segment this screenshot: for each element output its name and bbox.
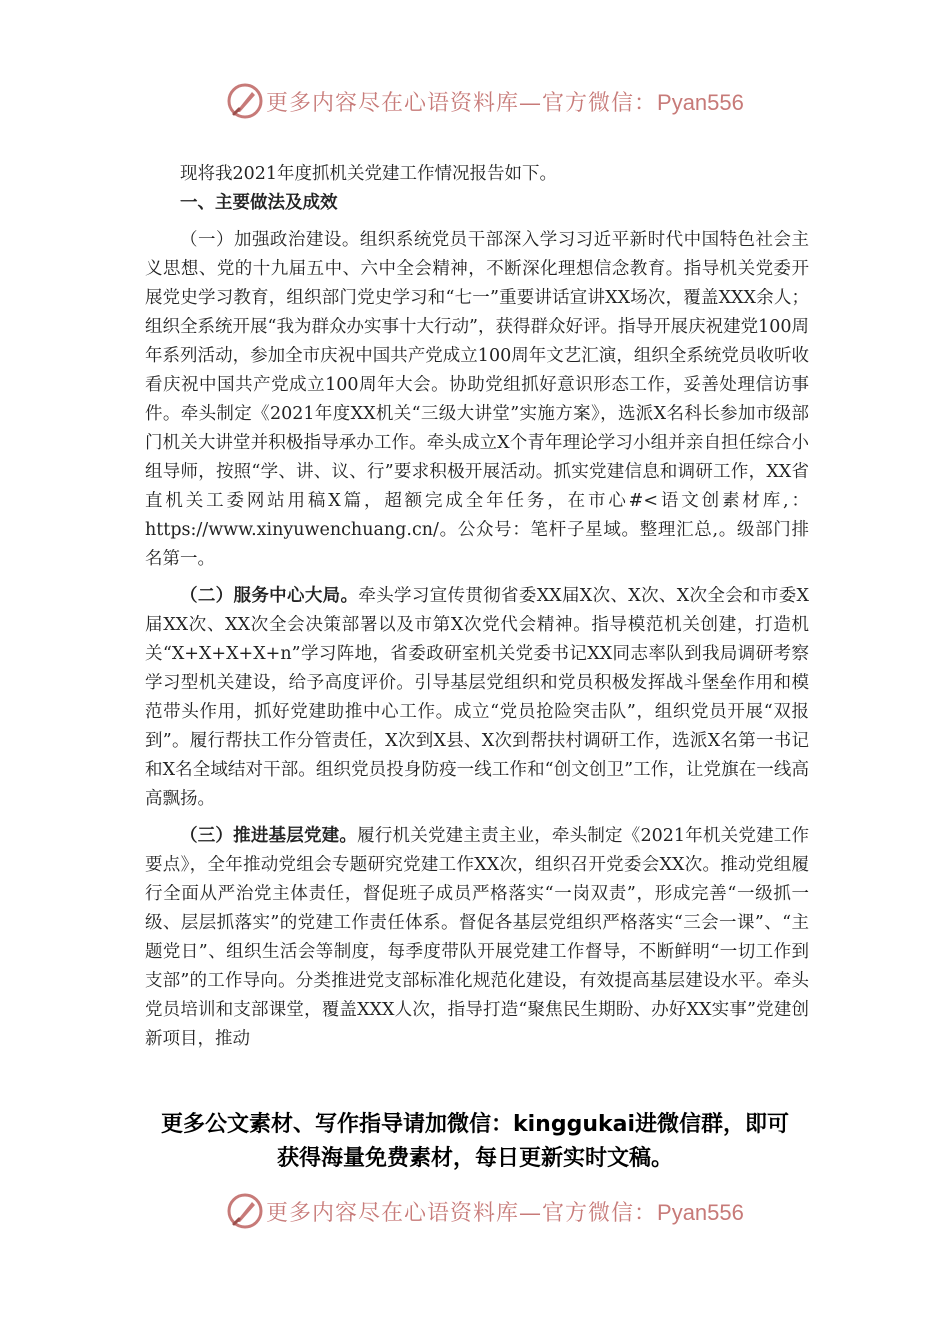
- banner-wechat-id: Pyan556: [657, 1200, 744, 1225]
- banner-label: 更多内容尽在心语资料库—官方微信：: [266, 91, 658, 116]
- promo-line-1: 更多公文素材、写作指导请加微信：kinggukai进微信群，即可: [160, 1112, 789, 1137]
- paragraph-political: [145, 226, 809, 574]
- paragraph-body: 牵头学习宣传贯彻省委XX届X次、X次、X次全会和市委X届XX次、XX次全会决策部署以及市第X次党代会精神。指导模范机关创建，打造机关“X+X+X+X+n”学习阵地，省委政研室机关党委书记XX同志率队到我局调研考察学习型机关建设，给予高度评价。引导基层党组织和党员积极发挥战斗堡垒作用和模范带头作用，抓好党建助推中心工作。成立“党员抢险突击队”，组织党员开展“双报到”。履行帮扶工作分管责任，X次到X县、X次到帮扶村调研工作，选派X名第一书记和X名全域结对干部。组织党员投身防疫一线工作和“创文创卫”工作，让党旗在一线高高飘扬。: [145, 586, 810, 809]
- intro-paragraph: 现将我2021年度抓机关党建工作情况报告如下。: [180, 164, 558, 184]
- paragraph-service: [145, 582, 809, 814]
- quill-logo-icon: [226, 1192, 264, 1230]
- paragraph-body: 组织系统党员干部深入学习习近平新时代中国特色社会主义思想、党的十九届五中、六中全会精神，不断深化理想信念教育。指导机关党委开展党史学习教育，组织部门党史学习和“七一”重要讲话宣讲XX场次，覆盖XXX余人；组织全系统开展“我为群众办实事十大行动”，获得群众好评。指导开展庆祝建党100周年系列活动，参加全市庆祝中国共产党成立100周年文艺汇演，组织全系统党员收听收看庆祝中国共产党成立100周年大会。协助党组抓好意识形态工作，妥善处理信访事件。牵头制定《2021年度XX机关“三级大讲堂”实施方案》，选派X名科长参加市级部门机关大讲堂并积极指导承办工作。牵头成立X个青年理论学习小组并亲自担任综合小组导师，按照“学、讲、议、行”要求积极开展活动。抓实党建信息和调研工作，XX省直机关工委网站用稿X篇，超额完成全年任务，在市心#<语文创素材库,：https://www.xinyuwenchuang.cn/。公众号：笔杆子星域。整理汇总,。级部门排名第一。: [145, 230, 810, 569]
- banner-text: [266, 86, 744, 117]
- banner-label: 更多内容尽在心语资料库—官方微信：: [266, 1201, 658, 1226]
- paragraph-lead: （二）服务中心大局。: [180, 586, 359, 606]
- promo-notice: [120, 1108, 830, 1176]
- banner-text: [266, 1196, 744, 1227]
- promo-line-2: 获得海量免费素材，每日更新实时文稿。: [276, 1146, 673, 1171]
- banner-wechat-id: Pyan556: [657, 90, 744, 115]
- footer-banner: [0, 1188, 950, 1236]
- paragraph-body: 履行机关党建主责主业，牵头制定《2021年机关党建工作要点》，全年推动党组会专题研究党建工作XX次，组织召开党委会XX次。推动党组履行全面从严治党主体责任，督促班子成员严格落实“一岗双责”，形成完善“一级抓一级、层层抓落实”的党建工作责任体系。督促各基层党组织严格落实“三会一课”、“主题党日”、组织生活会等制度，每季度带队开展党建工作督导，不断鲜明“一切工作到支部”的工作导向。分类推进党支部标准化规范化建设，有效提高基层建设水平。牵头党员培训和支部课堂，覆盖XXX人次，指导打造“聚焦民生期盼、办好XX实事”党建创新项目，推动: [145, 826, 809, 1049]
- header-banner: [0, 78, 950, 126]
- paragraph-grassroots: [145, 822, 809, 1054]
- paragraph-lead: （三）推进基层党建。: [180, 826, 358, 846]
- quill-logo-icon: [226, 82, 264, 120]
- section-heading: 一、主要做法及成效: [180, 193, 338, 213]
- paragraph-lead: （一）加强政治建设。: [180, 230, 360, 250]
- document-body: [145, 160, 809, 1054]
